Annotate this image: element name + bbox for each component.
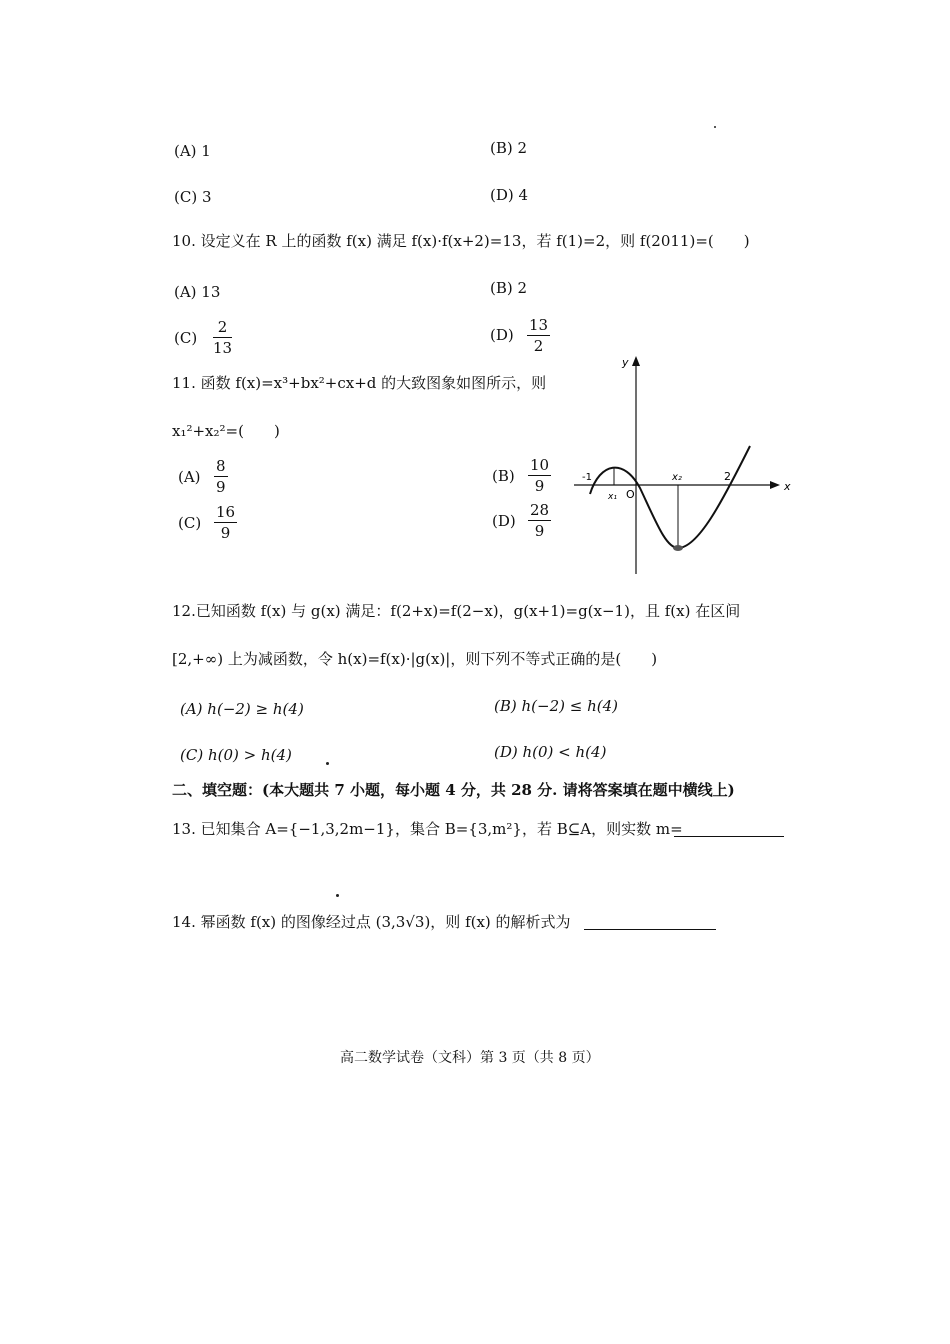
q11-option-b-fraction [528, 458, 551, 494]
q10-option-c-label: (C) [174, 329, 198, 347]
fraction-numerator: 2 [213, 320, 232, 338]
q10-option-a: (A) 13 [174, 283, 221, 301]
q9-option-d: (D) 4 [490, 186, 529, 204]
fraction-denominator: 9 [534, 522, 545, 540]
q12-stem-continued: [2,+∞) 上为减函数，令 h(x)=f(x)·|g(x)|，则下列不等式正确的是( ) [172, 650, 658, 668]
q11-option-a-label: (A) [178, 468, 201, 486]
section-heading: 二、填空题：(本大题共 7 小题，每小题 4 分，共 28 分. 请将答案填在题中横线上) [172, 781, 735, 799]
q11-option-c-label: (C) [178, 514, 202, 532]
x1-label: x₁ [608, 492, 617, 502]
q13-stem: 13. 已知集合 A={−1,3,2m−1}，集合 B={3,m²}，若 B⊆A，则实数 m= [172, 820, 683, 838]
fraction-denominator: 2 [533, 337, 544, 355]
x2-label: x₂ [672, 472, 682, 483]
minimum-point [673, 545, 683, 551]
two-label: 2 [724, 470, 731, 483]
scan-speck [326, 762, 329, 765]
fraction-numerator: 8 [216, 457, 226, 475]
q9-option-c: (C) 3 [174, 188, 212, 206]
x-axis-label: x [784, 480, 791, 493]
q10-option-c-fraction [213, 320, 232, 356]
q11-option-c-fraction [214, 505, 237, 541]
q12-option-a: (A) h(−2) ≥ h(4) [180, 700, 304, 718]
q10-option-b: (B) 2 [490, 279, 528, 297]
neg-one-label: -1 [582, 472, 592, 483]
y-axis-label: y [622, 356, 629, 369]
scan-speck [336, 894, 339, 897]
fraction-denominator: 9 [220, 524, 231, 542]
q10-stem: 10. 设定义在 R 上的函数 f(x) 满足 f(x)·f(x+2)=13，若 f(1)=2，则 f(2011)=( ) [172, 232, 750, 250]
q14-stem: 14. 幂函数 f(x) 的图像经过点 (3,3√3)，则 f(x) 的解析式为 [172, 913, 571, 931]
fraction-numerator: 16 [216, 503, 236, 521]
x-axis-arrow [770, 481, 780, 489]
fraction-numerator: 10 [530, 456, 550, 474]
q11-option-d-fraction [528, 503, 551, 539]
q9-option-a: (A) 1 [174, 142, 211, 160]
q11-cubic-graph [566, 352, 798, 576]
q14-answer-blank[interactable] [584, 915, 716, 930]
q11-option-d-label: (D) [492, 512, 516, 530]
q11-stem-continued: x₁²+x₂²=( ) [172, 422, 280, 440]
q11-stem: 11. 函数 f(x)=x³+bx²+cx+d 的大致图象如图所示，则 [172, 374, 547, 392]
q12-option-b: (B) h(−2) ≤ h(4) [494, 697, 618, 715]
fraction-denominator: 9 [216, 478, 226, 496]
q11-option-a-fraction [214, 459, 228, 495]
q11-option-b-label: (B) [492, 467, 515, 485]
q13-answer-blank[interactable] [674, 822, 784, 837]
q12-option-c: (C) h(0) > h(4) [180, 746, 292, 764]
origin-label: O [626, 488, 635, 501]
fraction-numerator: 13 [529, 316, 549, 334]
page-footer: 高二数学试卷（文科）第 3 页（共 8 页） [340, 1050, 600, 1066]
y-axis-arrow [632, 356, 640, 366]
q12-option-d: (D) h(0) < h(4) [494, 743, 607, 761]
fraction-numerator: 28 [530, 501, 550, 519]
q12-stem: 12.已知函数 f(x) 与 g(x) 满足：f(2+x)=f(2−x)，g(x+1)=g(x−1)，且 f(x) 在区间 [172, 602, 741, 620]
fraction-denominator: 9 [534, 477, 545, 495]
q9-option-b: (B) 2 [490, 139, 528, 157]
q10-option-d-fraction [527, 318, 550, 354]
fraction-denominator: 13 [213, 339, 233, 357]
q10-option-d-label: (D) [490, 326, 514, 344]
scan-speck [714, 126, 716, 128]
